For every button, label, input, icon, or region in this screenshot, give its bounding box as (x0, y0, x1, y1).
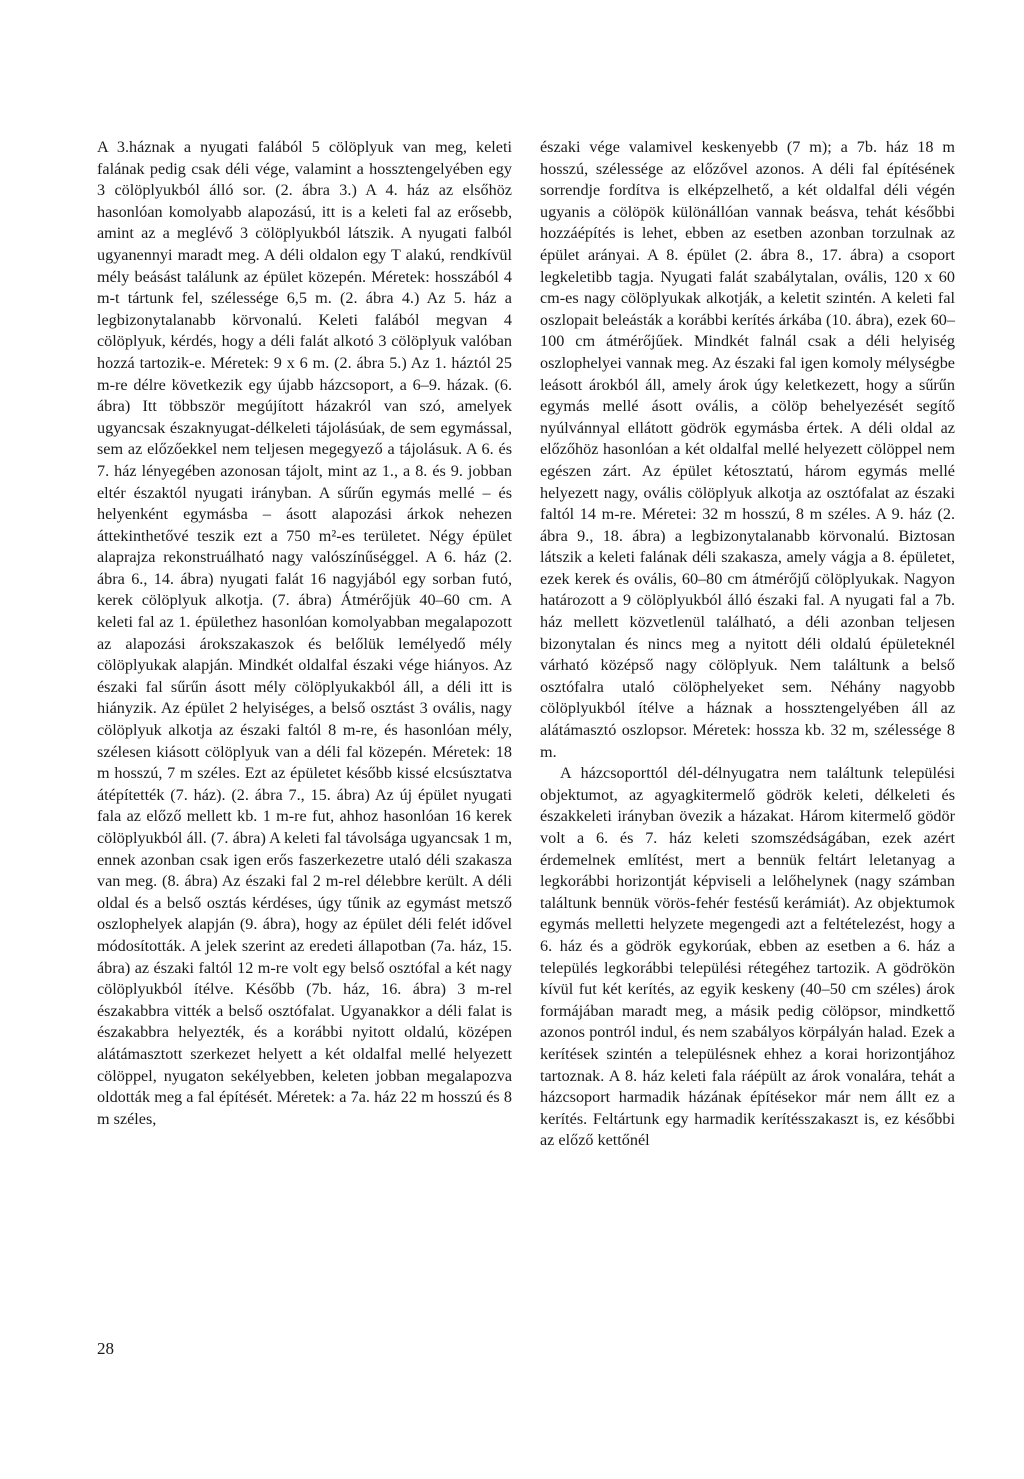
left-text-column (97, 137, 512, 1130)
left-paragraph-1: A 3.háznak a nyugati falából 5 cölöplyuk van meg, keleti falának pedig csak déli vége, valamint a hossztengelyében egy 3 cölöplyukból álló sor. (2. ábra 3.) A 4. ház az elsőhöz hasonlóan komolyabb alapozású, itt is a keleti fal az erősebb, amint az a meglévő 3 cölöplyukból látszik. A nyugati falból ugyanennyi maradt meg. A déli oldalon egy T alakú, rendkívül mély beásást találunk az épület közepén. Méretek: hosszából 4 m-t tártunk fel, szélessége 6,5 m. (2. ábra 4.) Az 5. ház a legbizonytalanabb körvonalú. Keleti falából megvan 4 cölöplyuk, kérdés, hogy a déli falát alkotó 3 cölöplyuk valóban hozzá tartozik-e. Méretek: 9 x 6 m. (2. ábra 5.) Az 1. háztól 25 m-re délre következik egy újabb házcsoport, a 6–9. házak. (6. ábra) Itt többször megújított házakról van szó, amelyek ugyancsak északnyugat-délkeleti tájolásúak, de sem egymással, sem az előzőekkel nem teljesen megegyező a tájolásuk. A 6. és 7. ház lényegében azonosan tájolt, mint az 1., a 8. és 9. jobban eltér északtól nyugati irányban. A sűrűn egymás mellé – és helyenként egymásba – ásott alapozási árkok nehezen áttekinthetővé teszik ezt a 750 m²-es területet. Négy épület alaprajza rekonstruálható nagy valószínűséggel. A 6. ház (2. ábra 6., 14. ábra) nyugati falát 16 nagyjából egy sorban futó, kerek cölöplyuk alkotja. (7. ábra) Átmérőjük 40–60 cm. A keleti fal az 1. épülethez hasonlóan komolyabban megalapozott az alapozási árokszakaszok és belőlük lemélyedő mély cölöplyukak alapján. Mindkét oldalfal északi vége hiányos. Az északi fal sűrűn ásott mély cölöplyukakból áll, a déli itt is hiányzik. Az épület 2 helyiséges, a belső osztást 3 ovális, nagy cölöplyuk alkotja az északi faltól 8 m-re, és hasonlóan mély, szélesen kiásott cölöplyuk van a déli fal közepén. Méretek: 18 m hosszú, 7 m széles. Ezt az épületet később kissé elcsúsztatva átépítették (7. ház). (2. ábra 7., 15. ábra) Az új épület nyugati fala az előző mellett kb. 1 m-re fut, ahhoz hasonlóan 16 kerek cölöplyukból áll. (7. ábra) A keleti fal távolsága ugyancsak 1 m, ennek azonban csak igen erős faszerkezetre utaló déli szakasza van meg. (8. ábra) Az északi fal 2 m-rel délebbre került. A déli oldal és a belső osztás kérdéses, úgy tűnik az egymást metsző oszlophelyek alapján (9. ábra), hogy az épület déli felét idővel módosították. A jelek szerint az eredeti állapotban (7a. ház, 15. ábra) az északi faltól 12 m-re volt egy belső osztófal a két nagy cölöplyukból ítélve. Később (7b. ház, 16. ábra) 3 m-rel északabbra vitték a belső osztófalat. Ugyanakkor a déli falat is északabbra helyezték, és a korábbi nyitott oldalú, középen alátámasztott szerkezet helyett a két oldalfal mellé helyezett cölöppel, nyugaton sekélyebben, keleten jobban megalapozva oldották meg a fal építését. Méretek: a 7a. ház 22 m hosszú és 8 m széles, (97, 138, 512, 1128)
page-number: 28 (97, 1339, 114, 1358)
right-text-column (540, 137, 955, 1152)
right-paragraph-2: A házcsoporttól dél-délnyugatra nem találtunk települési objektumot, az agyagkitermelő gödrök keleti, délkeleti és északkeleti irányban övezik a házakat. Három kitermelő gödör volt a 6. és 7. ház keleti szomszédságában, ezek azért érdemelnek említést, mert a bennük feltárt leletanyag a legkorábbi horizontját képviseli a lelőhelynek (nagy számban találtunk bennük vörös-fehér festésű kerámiát). Az objektumok egymás melletti helyzete megengedi azt a feltételezést, hogy a 6. ház és a gödrök egykorúak, ebben az esetben a 6. ház a település legkorábbi települési rétegéhez tartozik. A gödrökön kívül fut két kerítés, az egyik keskeny (40–50 cm széles) árok formájában maradt meg, a másik pedig cölöpsor, mindkettő azonos pontról indul, és nem szabályos körpályán halad. Ezek a kerítések szintén a településnek ehhez a korai horizontjához tartoznak. A 8. ház keleti fala ráépült az árok vonalára, tehát a házcsoport harmadik házának építésekor már nem állt ez a kerítés. Feltártunk egy harmadik kerítésszakaszt is, ez későbbi az előző kettőnél (540, 764, 955, 1150)
right-paragraph-1: északi vége valamivel keskenyebb (7 m); a 7b. ház 18 m hosszú, szélessége az előzővel azonos. A déli fal építésének sorrendje fordítva is elképzelhető, a két oldalfal déli végén ugyanis a cölöpök különállóan vannak beásva, tehát későbbi hozzáépítés is lehet, ebben az esetben azonban torzulnak az épület arányai. A 8. épület (2. ábra 8., 17. ábra) a csoport legkeletibb tagja. Nyugati falát szabálytalan, ovális, 120 x 60 cm-es nagy cölöplyukak alkotják, a keletit szintén. A keleti fal oszlopait beleásták a korábbi kerítés árkába (10. ábra), ezek 60–100 cm átmérőjűek. Mindkét falnál csak a déli helyiség oszlophelyei vannak meg. Az északi fal igen komoly mélységbe leásott árokból áll, amely árok úgy keletkezett, hogy a sűrűn egymás mellé ásott ovális, a cölöp behelyezését segítő nyúlvánnyal ellátott gödrök egymásba értek. A déli oldal az előzőhöz hasonlóan a két oldalfal mellé helyezett cölöppel nem egészen zárt. Az épület kétosztatú, három egymás mellé helyezett nagy, ovális cölöplyuk alkotja az osztófalat az északi faltól 14 m-re. Méretei: 32 m hosszú, 8 m széles. A 9. ház (2. ábra 9., 18. ábra) a legbizonytalanabb körvonalú. Biztosan látszik a keleti falának déli szakasza, amely vágja a 8. épületet, ezek kerek és ovális, 60–80 cm átmérőjű cölöplyukak. Nagyon határozott a 9 cölöplyukból álló északi fal. A nyugati fal a 7b. ház mellett közvetlenül található, a déli azonban teljesen bizonytalan és nincs meg a nyitott déli oldalú épületeknél várható középső nagy cölöplyuk. Nem találtunk a belső osztófalra utaló cölöphelyeket sem. Néhány nagyobb cölöplyukból ítélve a háznak a hossztengelyében áll az alátámasztó oszlopsor. Méretek: hossza kb. 32 m, szélessége 8 m. (540, 138, 955, 761)
